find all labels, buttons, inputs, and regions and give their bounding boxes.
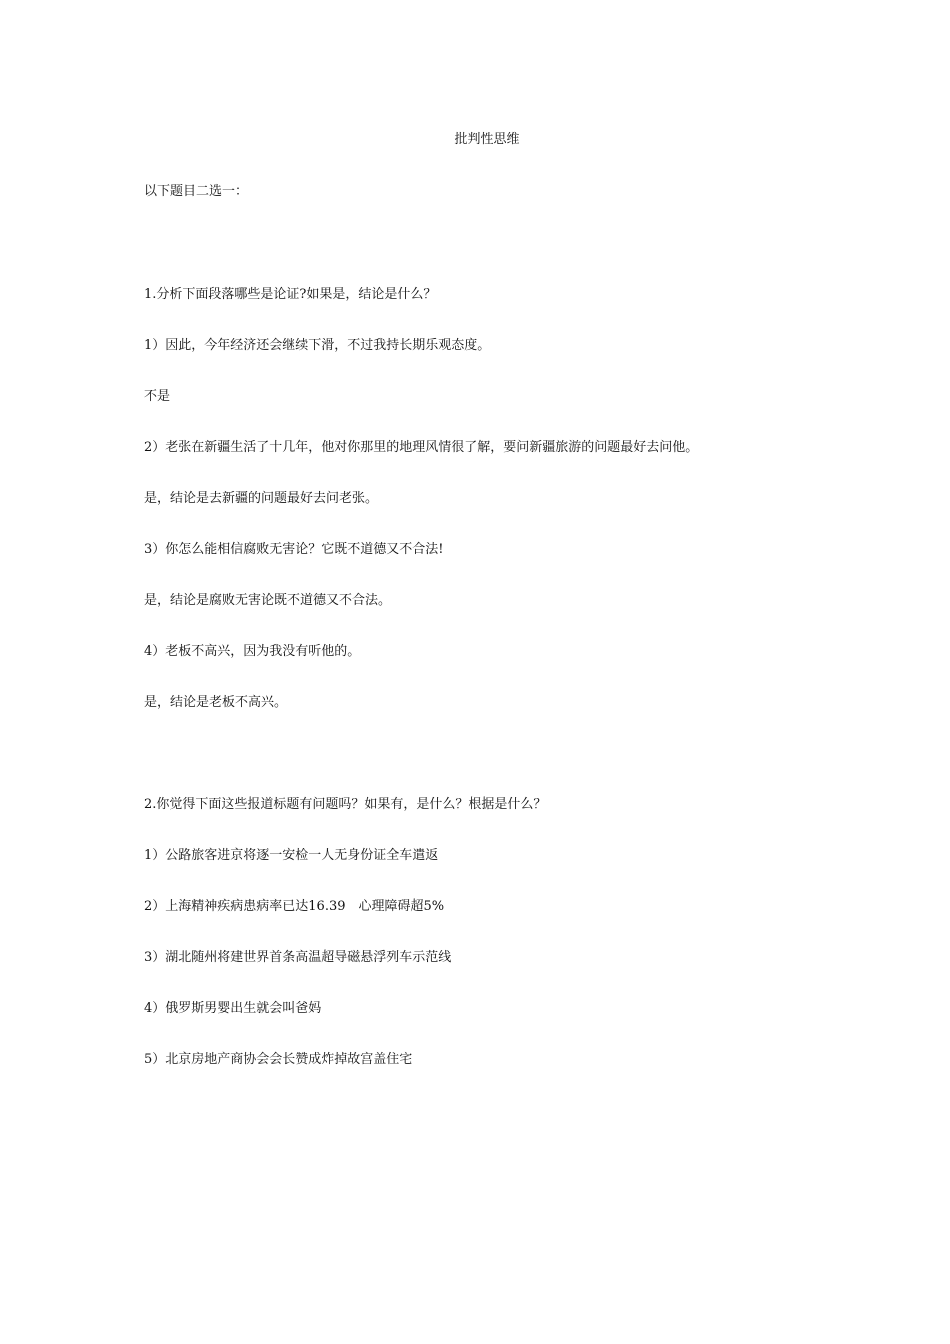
- section2-item-5: 5）北京房地产商协会会长赞成炸掉故宫盖住宅: [144, 1052, 413, 1067]
- section1-answer-3: 是，结论是腐败无害论既不道德又不合法。: [144, 593, 392, 608]
- section1-item-4: 4）老板不高兴，因为我没有听他的。: [144, 644, 361, 659]
- section1-item-2: 2）老张在新疆生活了十几年，他对你那里的地理风情很了解，要问新疆旅游的问题最好去问他。: [144, 440, 699, 455]
- section2-item-2: 2）上海精神疾病患病率已达16.39 心理障碍超5%: [144, 899, 445, 914]
- section1-item-3: 3）你怎么能相信腐败无害论？它既不道德又不合法!: [144, 542, 444, 557]
- section1-answer-1: 不是: [144, 389, 171, 404]
- section2-item-3: 3）湖北随州将建世界首条高温超导磁悬浮列车示范线: [144, 950, 452, 965]
- section2-item-4: 4）俄罗斯男婴出生就会叫爸妈: [144, 1001, 322, 1016]
- section1-item-1: 1）因此，今年经济还会继续下滑，不过我持长期乐观态度。: [144, 338, 491, 353]
- section2-item-1: 1）公路旅客进京将逐一安检一人无身份证全车遣返: [144, 848, 439, 863]
- section2-question: 2.你觉得下面这些报道标题有问题吗？如果有，是什么？根据是什么？: [144, 797, 547, 812]
- section1-question: 1.分析下面段落哪些是论证?如果是，结论是什么？: [144, 287, 437, 302]
- document-title-text: 批判性思维: [454, 132, 520, 147]
- section1-answer-2: 是，结论是去新疆的问题最好去问老张。: [144, 491, 379, 506]
- section1-answer-4: 是，结论是老板不高兴。: [144, 695, 288, 710]
- intro-text: 以下题目二选一：: [144, 184, 249, 199]
- document-title: [0, 130, 950, 150]
